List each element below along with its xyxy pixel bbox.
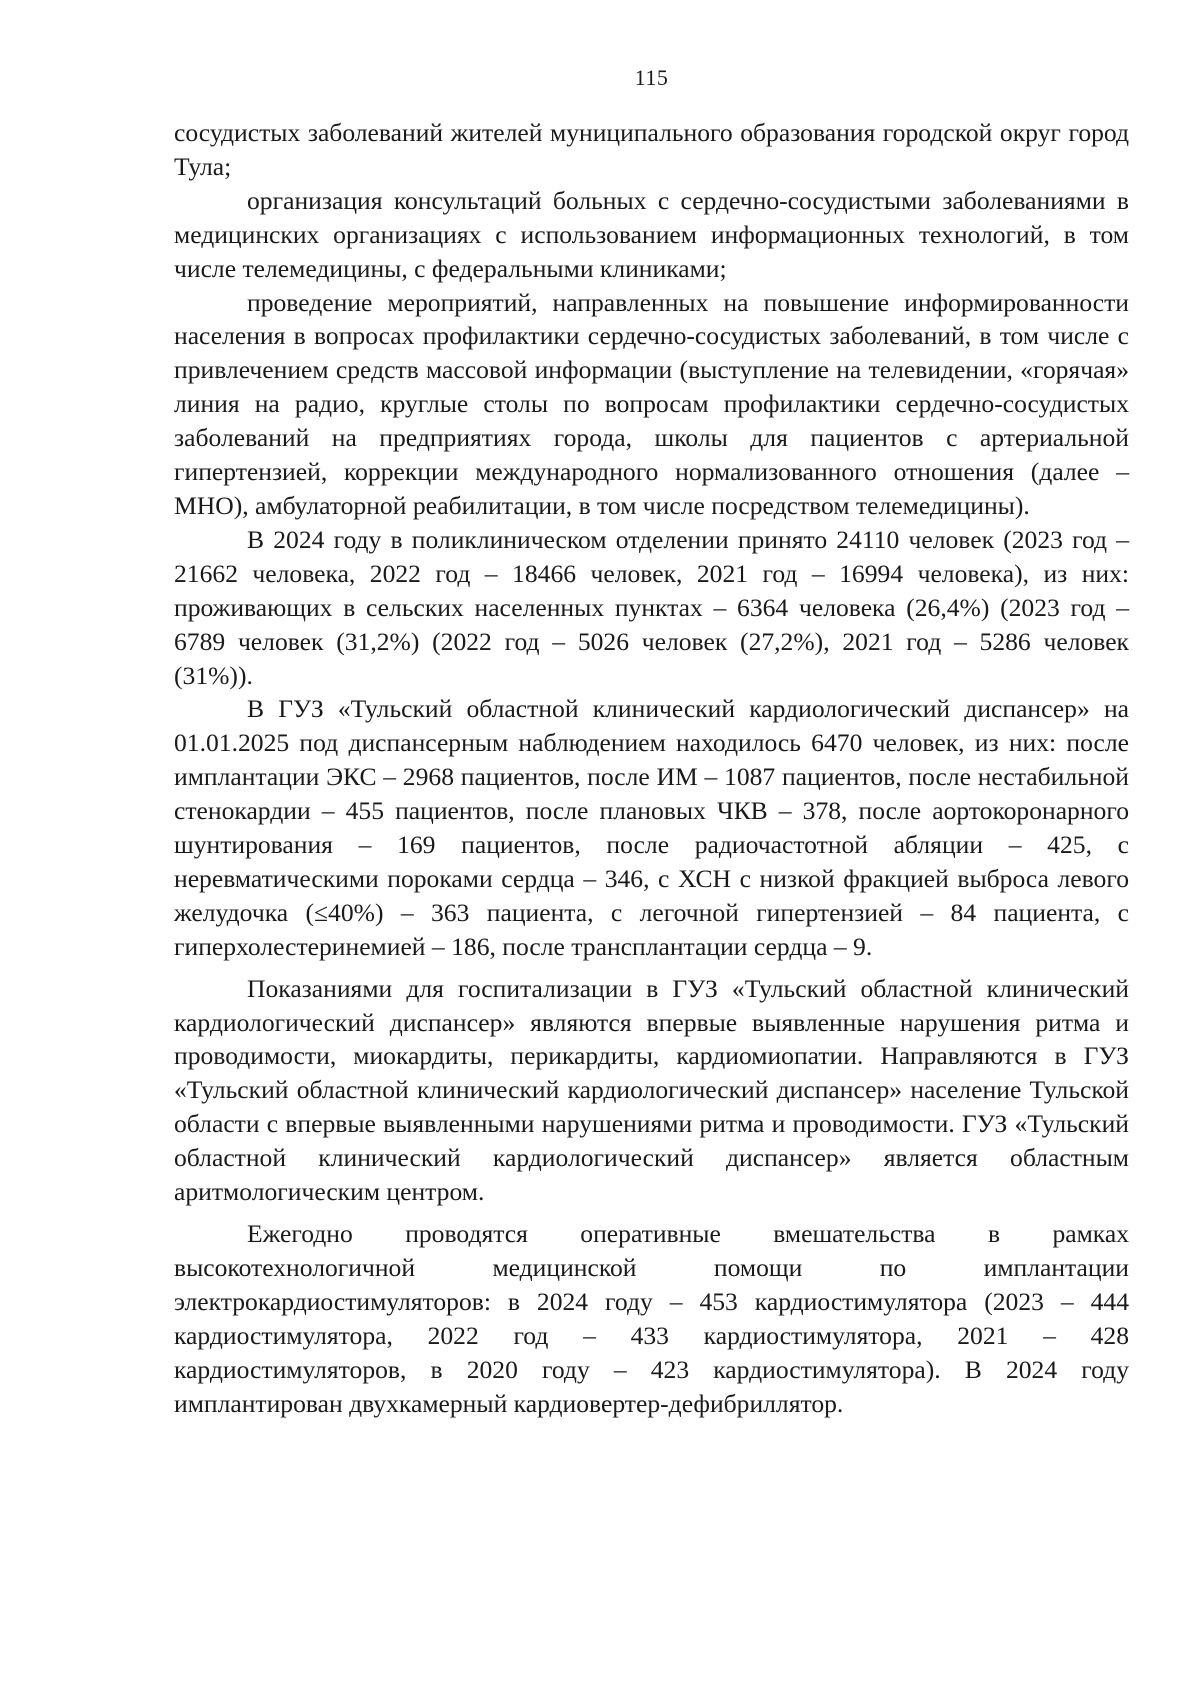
paragraph-2: организация консультаций больных с сердечно-сосудистыми заболеваниями в медицинских организациях с использованием информационных технологий, в том числе телемедицины, с федеральными клиниками; bbox=[174, 185, 1129, 283]
paragraph-5: В ГУЗ «Тульский областной клинический кардиологический диспансер» на 01.01.2025 под диспансерным наблюдением находилось 6470 человек, из них: после имплантации ЭКС – 2968 пациентов, после ИМ – 1087 пациентов, после нестабильной стенокардии – 455 пациентов, после плановых ЧКВ – 378, после аортокоронарного шунтирования – 169 пациентов, после радиочастотной абляции – 425, с неревматическими пороками сердца – 346, с ХСН с низкой фракцией выброса левого желудочка (≤40%) – 363 пациента, с легочной гипертензией – 84 пациента, с гиперхолестеринемией – 186, после трансплантации сердца – 9. bbox=[174, 694, 1129, 961]
paragraph-1: сосудистых заболеваний жителей муниципального образования городской округ город Тула; bbox=[174, 118, 1129, 181]
paragraph-3: проведение мероприятий, направленных на повышение информированности населения в вопросах профилактики сердечно-сосудистых заболеваний, в том числе с привлечением средств массовой информации (выступление на телевидении, «горячая» линия на радио, круглые столы по вопросам профилактики сердечно-сосудистых заболеваний на предприятиях города, школы для пациентов с артериальной гипертензией, коррекции международного нормализованного отношения (далее – МНО), амбулаторной реабилитации, в том числе посредством телемедицины). bbox=[174, 287, 1129, 520]
paragraph-4: В 2024 году в поликлиническом отделении принято 24110 человек (2023 год – 21662 человека, 2022 год – 18466 человек, 2021 год – 16994 человека), из них: проживающих в сельских населенных пунктах – 6364 человека (26,4%) (2023 год – 6789 человек (31,2%) (2022 год – 5026 человек (27,2%), 2021 год – 5286 человек (31%)). bbox=[174, 524, 1129, 690]
paragraph-6: Показаниями для госпитализации в ГУЗ «Тульский областной клинический кардиологический диспансер» являются впервые выявленные нарушения ритма и проводимости, миокардиты, перикардиты, кардиомиопатии. Направляются в ГУЗ «Тульский областной клинический кардиологический диспансер» население Тульской области с впервые выявленными нарушениями ритма и проводимости. ГУЗ «Тульский областной клинический кардиологический диспансер» является областным аритмологическим центром. bbox=[174, 973, 1129, 1207]
page-number: 115 bbox=[634, 65, 669, 90]
document-page bbox=[174, 64, 1129, 1420]
paragraph-7: Ежегодно проводятся оперативные вмешательства в рамках высокотехнологичной медицинской помощи по имплантации электрокардиостимуляторов: в 2024 году – 453 кардиостимулятора (2023 – 444 кардиостимулятора, 2022 год – 433 кардиостимулятора, 2021 – 428 кардиостимуляторов, в 2020 году – 423 кардиостимулятора). В 2024 году имплантирован двухкамерный кардиовертер-дефибриллятор. bbox=[174, 1219, 1129, 1418]
